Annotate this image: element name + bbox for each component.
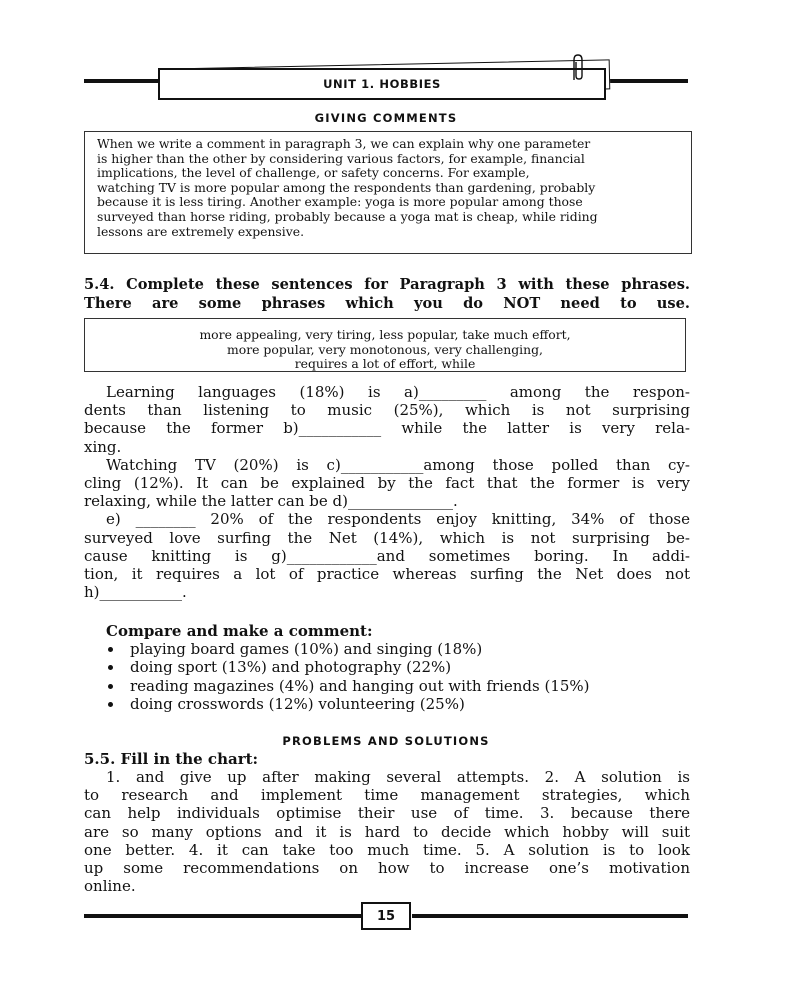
phrase-line: more popular, very monotonous, very challenging, bbox=[227, 341, 543, 357]
compare-item-text: doing crosswords (12%) volunteering (25%) bbox=[130, 694, 465, 713]
passage-line: up some recommendations on how to increase one’s motivation bbox=[84, 858, 690, 877]
passage-line: Watching TV (20%) is c)___________among those polled than cy- bbox=[106, 455, 690, 474]
phrase-line: more appealing, very tiring, less popular, take much effort, bbox=[199, 327, 571, 342]
exercise-title-line: There are some phrases which you do NOT need to use. bbox=[84, 294, 690, 312]
passage-line: dents than listening to music (25%), which is not surprising bbox=[84, 401, 690, 420]
compare-item bbox=[106, 695, 666, 713]
passage-line: h)___________. bbox=[84, 583, 187, 602]
bullet-icon bbox=[108, 665, 113, 670]
problems-heading: PROBLEMS AND SOLUTIONS bbox=[282, 734, 490, 748]
exercise-5-5-title: 5.5. Fill in the chart: bbox=[84, 750, 259, 768]
compare-item-text: reading magazines (4%) and hanging out with friends (15%) bbox=[130, 676, 590, 695]
unit-title: UNIT 1. HOBBIES bbox=[158, 68, 606, 100]
passage-line: are so many options and it is hard to decide which hobby will suit bbox=[84, 822, 690, 841]
passage-line: cling (12%). It can be explained by the fact that the former is very bbox=[84, 473, 690, 492]
info-line: lessons are extremely expensive. bbox=[97, 223, 305, 239]
compare-item bbox=[106, 677, 666, 695]
passage-line: e) ________ 20% of the respondents enjoy knitting, 34% of those bbox=[106, 510, 690, 529]
info-line: because it is less tiring. Another example: yoga is more popular among those bbox=[97, 194, 583, 210]
footer-rule bbox=[412, 914, 688, 918]
problems-passage bbox=[84, 768, 690, 895]
exercise-title-line: 5.4. Complete these sentences for Paragraph 3 with these phrases. bbox=[84, 276, 690, 293]
passage-line: relaxing, while the latter can be d)______________. bbox=[84, 492, 458, 511]
passage-line: surveyed love surfing the Net (14%), which is not surprising be- bbox=[84, 528, 690, 547]
exercise-5-4-title bbox=[84, 276, 690, 313]
info-line: implications, the level of challenge, or safety concerns. For example, bbox=[97, 165, 530, 181]
passage-line: tion, it requires a lot of practice whereas surfing the Net does not bbox=[84, 564, 690, 583]
gap-fill-passage bbox=[84, 383, 690, 601]
paperclip-icon bbox=[566, 52, 588, 82]
phrase-box bbox=[84, 318, 686, 372]
info-line: is higher than the other by considering various factors, for example, financial bbox=[97, 150, 585, 166]
passage-line: online. bbox=[84, 877, 136, 896]
giving-comments-heading: GIVING COMMENTS bbox=[314, 111, 458, 125]
compare-item bbox=[106, 658, 666, 676]
passage-line: xing. bbox=[84, 437, 122, 456]
compare-list bbox=[106, 640, 666, 713]
giving-comments-box bbox=[84, 131, 692, 254]
info-line: surveyed than horse riding, probably because a yoga mat is cheap, while riding bbox=[97, 208, 598, 224]
compare-section bbox=[106, 622, 666, 713]
bullet-icon bbox=[108, 684, 113, 689]
passage-line: Learning languages (18%) is a)_________ among the respon- bbox=[106, 383, 690, 401]
passage-line: can help individuals optimise their use of time. 3. because there bbox=[84, 804, 690, 823]
passage-line: 1. and give up after making several attempts. 2. A solution is bbox=[106, 768, 690, 786]
info-line: watching TV is more popular among the respondents than gardening, probably bbox=[97, 179, 596, 195]
compare-title: Compare and make a comment: bbox=[106, 622, 373, 640]
phrase-line: requires a lot of effort, while bbox=[294, 356, 476, 372]
passage-line: one better. 4. it can take too much time. 5. A solution is to look bbox=[84, 840, 690, 859]
compare-item-text: doing sport (13%) and photography (22%) bbox=[130, 658, 452, 677]
compare-item bbox=[106, 640, 666, 658]
info-line: When we write a comment in paragraph 3, we can explain why one parameter bbox=[97, 136, 591, 151]
passage-line: cause knitting is g)____________and sometimes boring. In addi- bbox=[84, 546, 690, 565]
compare-item-text: playing board games (10%) and singing (18%) bbox=[130, 640, 483, 659]
bullet-icon bbox=[108, 702, 113, 707]
passage-line: to research and implement time management strategies, which bbox=[84, 786, 690, 805]
passage-line: because the former b)___________ while the latter is very rela- bbox=[84, 419, 690, 438]
footer-rule bbox=[84, 914, 362, 918]
bullet-icon bbox=[108, 647, 113, 652]
page-number: 15 bbox=[361, 902, 411, 930]
